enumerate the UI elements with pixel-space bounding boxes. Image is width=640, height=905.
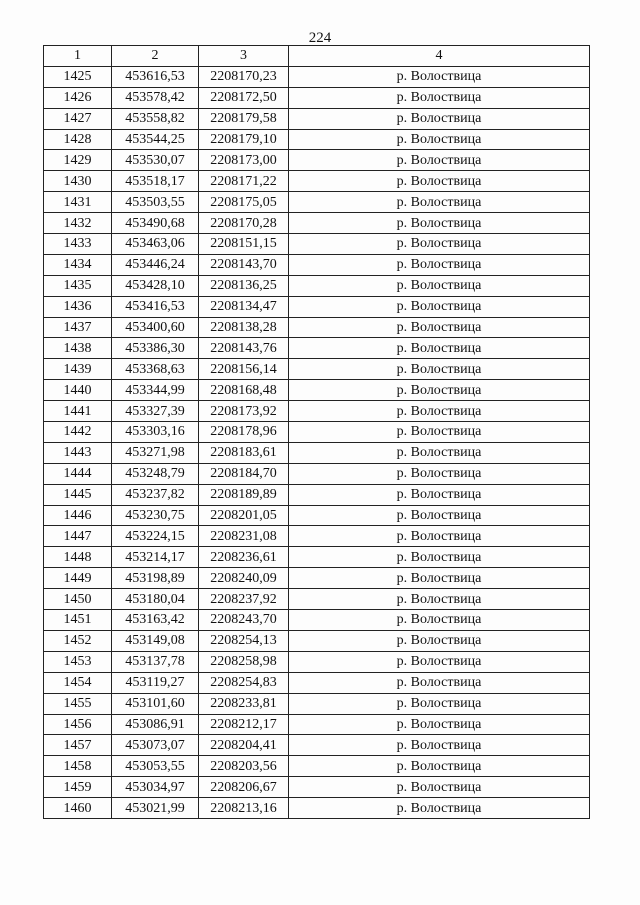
x-coordinate-cell: 453578,42 xyxy=(112,87,199,108)
y-coordinate-cell: 2208173,00 xyxy=(199,150,289,171)
point-number-cell: 1449 xyxy=(44,568,112,589)
table-row xyxy=(44,568,590,589)
y-coordinate-cell: 2208168,48 xyxy=(199,380,289,401)
point-number-cell: 1457 xyxy=(44,735,112,756)
x-coordinate-cell: 453503,55 xyxy=(112,192,199,213)
point-number-cell: 1441 xyxy=(44,401,112,422)
y-coordinate-cell: 2208189,89 xyxy=(199,484,289,505)
x-coordinate-cell: 453237,82 xyxy=(112,484,199,505)
description-cell: р. Волоствица xyxy=(289,714,590,735)
description-cell: р. Волоствица xyxy=(289,192,590,213)
y-coordinate-cell: 2208204,41 xyxy=(199,735,289,756)
point-number-cell: 1425 xyxy=(44,66,112,87)
table-row xyxy=(44,672,590,693)
point-number-cell: 1426 xyxy=(44,87,112,108)
y-coordinate-cell: 2208237,92 xyxy=(199,589,289,610)
point-number-cell: 1433 xyxy=(44,234,112,255)
table-row xyxy=(44,651,590,672)
description-cell: р. Волоствица xyxy=(289,651,590,672)
description-cell: р. Волоствица xyxy=(289,422,590,443)
x-coordinate-cell: 453180,04 xyxy=(112,589,199,610)
point-number-cell: 1444 xyxy=(44,463,112,484)
x-coordinate-cell: 453558,82 xyxy=(112,108,199,129)
point-number-cell: 1455 xyxy=(44,693,112,714)
description-cell: р. Волоствица xyxy=(289,630,590,651)
table-row xyxy=(44,798,590,819)
x-coordinate-cell: 453119,27 xyxy=(112,672,199,693)
y-coordinate-cell: 2208172,50 xyxy=(199,87,289,108)
table-row xyxy=(44,422,590,443)
table-row xyxy=(44,735,590,756)
x-coordinate-cell: 453086,91 xyxy=(112,714,199,735)
x-coordinate-cell: 453446,24 xyxy=(112,254,199,275)
description-cell: р. Волоствица xyxy=(289,484,590,505)
table-row xyxy=(44,338,590,359)
x-coordinate-cell: 453344,99 xyxy=(112,380,199,401)
x-coordinate-cell: 453149,08 xyxy=(112,630,199,651)
description-cell: р. Волоствица xyxy=(289,87,590,108)
column-header-1: 1 xyxy=(44,46,112,67)
description-cell: р. Волоствица xyxy=(289,568,590,589)
table-body xyxy=(44,66,590,818)
point-number-cell: 1446 xyxy=(44,505,112,526)
table-row xyxy=(44,275,590,296)
point-number-cell: 1445 xyxy=(44,484,112,505)
point-number-cell: 1456 xyxy=(44,714,112,735)
description-cell: р. Волоствица xyxy=(289,275,590,296)
table-row xyxy=(44,610,590,631)
description-cell: р. Волоствица xyxy=(289,213,590,234)
description-cell: р. Волоствица xyxy=(289,693,590,714)
point-number-cell: 1436 xyxy=(44,296,112,317)
x-coordinate-cell: 453303,16 xyxy=(112,422,199,443)
point-number-cell: 1453 xyxy=(44,651,112,672)
point-number-cell: 1438 xyxy=(44,338,112,359)
table-row xyxy=(44,714,590,735)
description-cell: р. Волоствица xyxy=(289,589,590,610)
table-row xyxy=(44,401,590,422)
x-coordinate-cell: 453368,63 xyxy=(112,359,199,380)
y-coordinate-cell: 2208183,61 xyxy=(199,442,289,463)
y-coordinate-cell: 2208179,10 xyxy=(199,129,289,150)
point-number-cell: 1443 xyxy=(44,442,112,463)
y-coordinate-cell: 2208138,28 xyxy=(199,317,289,338)
y-coordinate-cell: 2208134,47 xyxy=(199,296,289,317)
x-coordinate-cell: 453230,75 xyxy=(112,505,199,526)
table-row xyxy=(44,380,590,401)
table-row xyxy=(44,359,590,380)
y-coordinate-cell: 2208171,22 xyxy=(199,171,289,192)
description-cell: р. Волоствица xyxy=(289,66,590,87)
table-row xyxy=(44,693,590,714)
y-coordinate-cell: 2208254,83 xyxy=(199,672,289,693)
point-number-cell: 1435 xyxy=(44,275,112,296)
y-coordinate-cell: 2208240,09 xyxy=(199,568,289,589)
column-header-2: 2 xyxy=(112,46,199,67)
description-cell: р. Волоствица xyxy=(289,463,590,484)
table-header-row xyxy=(44,46,590,67)
table-row xyxy=(44,234,590,255)
x-coordinate-cell: 453544,25 xyxy=(112,129,199,150)
description-cell: р. Волоствица xyxy=(289,317,590,338)
point-number-cell: 1452 xyxy=(44,630,112,651)
description-cell: р. Волоствица xyxy=(289,735,590,756)
description-cell: р. Волоствица xyxy=(289,798,590,819)
y-coordinate-cell: 2208233,81 xyxy=(199,693,289,714)
description-cell: р. Волоствица xyxy=(289,234,590,255)
point-number-cell: 1430 xyxy=(44,171,112,192)
x-coordinate-cell: 453163,42 xyxy=(112,610,199,631)
point-number-cell: 1450 xyxy=(44,589,112,610)
point-number-cell: 1440 xyxy=(44,380,112,401)
table-row xyxy=(44,254,590,275)
table-row xyxy=(44,463,590,484)
point-number-cell: 1459 xyxy=(44,777,112,798)
x-coordinate-cell: 453490,68 xyxy=(112,213,199,234)
point-number-cell: 1454 xyxy=(44,672,112,693)
x-coordinate-cell: 453327,39 xyxy=(112,401,199,422)
description-cell: р. Волоствица xyxy=(289,380,590,401)
table-row xyxy=(44,484,590,505)
table-row xyxy=(44,505,590,526)
x-coordinate-cell: 453214,17 xyxy=(112,547,199,568)
description-cell: р. Волоствица xyxy=(289,756,590,777)
x-coordinate-cell: 453386,30 xyxy=(112,338,199,359)
x-coordinate-cell: 453198,89 xyxy=(112,568,199,589)
point-number-cell: 1442 xyxy=(44,422,112,443)
x-coordinate-cell: 453034,97 xyxy=(112,777,199,798)
table-row xyxy=(44,296,590,317)
y-coordinate-cell: 2208136,25 xyxy=(199,275,289,296)
point-number-cell: 1447 xyxy=(44,526,112,547)
x-coordinate-cell: 453224,15 xyxy=(112,526,199,547)
description-cell: р. Волоствица xyxy=(289,526,590,547)
point-number-cell: 1431 xyxy=(44,192,112,213)
table-row xyxy=(44,526,590,547)
x-coordinate-cell: 453518,17 xyxy=(112,171,199,192)
x-coordinate-cell: 453416,53 xyxy=(112,296,199,317)
y-coordinate-cell: 2208258,98 xyxy=(199,651,289,672)
table-row xyxy=(44,547,590,568)
point-number-cell: 1448 xyxy=(44,547,112,568)
x-coordinate-cell: 453248,79 xyxy=(112,463,199,484)
point-number-cell: 1437 xyxy=(44,317,112,338)
table-row xyxy=(44,317,590,338)
y-coordinate-cell: 2208156,14 xyxy=(199,359,289,380)
y-coordinate-cell: 2208203,56 xyxy=(199,756,289,777)
point-number-cell: 1439 xyxy=(44,359,112,380)
table-row xyxy=(44,66,590,87)
description-cell: р. Волоствица xyxy=(289,672,590,693)
column-header-3: 3 xyxy=(199,46,289,67)
description-cell: р. Волоствица xyxy=(289,401,590,422)
y-coordinate-cell: 2208206,67 xyxy=(199,777,289,798)
x-coordinate-cell: 453101,60 xyxy=(112,693,199,714)
y-coordinate-cell: 2208143,70 xyxy=(199,254,289,275)
x-coordinate-cell: 453271,98 xyxy=(112,442,199,463)
y-coordinate-cell: 2208143,76 xyxy=(199,338,289,359)
table-row xyxy=(44,442,590,463)
y-coordinate-cell: 2208170,28 xyxy=(199,213,289,234)
column-header-4: 4 xyxy=(289,46,590,67)
x-coordinate-cell: 453428,10 xyxy=(112,275,199,296)
table-row xyxy=(44,171,590,192)
x-coordinate-cell: 453137,78 xyxy=(112,651,199,672)
point-number-cell: 1432 xyxy=(44,213,112,234)
y-coordinate-cell: 2208201,05 xyxy=(199,505,289,526)
description-cell: р. Волоствица xyxy=(289,296,590,317)
coordinates-table xyxy=(43,45,590,819)
point-number-cell: 1427 xyxy=(44,108,112,129)
description-cell: р. Волоствица xyxy=(289,505,590,526)
table-row xyxy=(44,630,590,651)
description-cell: р. Волоствица xyxy=(289,129,590,150)
x-coordinate-cell: 453073,07 xyxy=(112,735,199,756)
description-cell: р. Волоствица xyxy=(289,108,590,129)
point-number-cell: 1429 xyxy=(44,150,112,171)
description-cell: р. Волоствица xyxy=(289,547,590,568)
description-cell: р. Волоствица xyxy=(289,338,590,359)
x-coordinate-cell: 453021,99 xyxy=(112,798,199,819)
description-cell: р. Волоствица xyxy=(289,254,590,275)
description-cell: р. Волоствица xyxy=(289,777,590,798)
x-coordinate-cell: 453616,53 xyxy=(112,66,199,87)
table-row xyxy=(44,756,590,777)
description-cell: р. Волоствица xyxy=(289,150,590,171)
y-coordinate-cell: 2208254,13 xyxy=(199,630,289,651)
description-cell: р. Волоствица xyxy=(289,610,590,631)
table-row xyxy=(44,108,590,129)
y-coordinate-cell: 2208236,61 xyxy=(199,547,289,568)
y-coordinate-cell: 2208179,58 xyxy=(199,108,289,129)
y-coordinate-cell: 2208243,70 xyxy=(199,610,289,631)
x-coordinate-cell: 453400,60 xyxy=(112,317,199,338)
table-row xyxy=(44,87,590,108)
table-row xyxy=(44,777,590,798)
table-row xyxy=(44,589,590,610)
y-coordinate-cell: 2208178,96 xyxy=(199,422,289,443)
point-number-cell: 1434 xyxy=(44,254,112,275)
table-row xyxy=(44,150,590,171)
page-number: 224 xyxy=(308,30,332,46)
x-coordinate-cell: 453530,07 xyxy=(112,150,199,171)
y-coordinate-cell: 2208212,17 xyxy=(199,714,289,735)
point-number-cell: 1458 xyxy=(44,756,112,777)
table-row xyxy=(44,213,590,234)
y-coordinate-cell: 2208231,08 xyxy=(199,526,289,547)
x-coordinate-cell: 453053,55 xyxy=(112,756,199,777)
table-row xyxy=(44,129,590,150)
y-coordinate-cell: 2208151,15 xyxy=(199,234,289,255)
description-cell: р. Волоствица xyxy=(289,171,590,192)
y-coordinate-cell: 2208175,05 xyxy=(199,192,289,213)
point-number-cell: 1460 xyxy=(44,798,112,819)
point-number-cell: 1428 xyxy=(44,129,112,150)
description-cell: р. Волоствица xyxy=(289,442,590,463)
y-coordinate-cell: 2208173,92 xyxy=(199,401,289,422)
point-number-cell: 1451 xyxy=(44,610,112,631)
y-coordinate-cell: 2208184,70 xyxy=(199,463,289,484)
x-coordinate-cell: 453463,06 xyxy=(112,234,199,255)
y-coordinate-cell: 2208213,16 xyxy=(199,798,289,819)
y-coordinate-cell: 2208170,23 xyxy=(199,66,289,87)
table-row xyxy=(44,192,590,213)
description-cell: р. Волоствица xyxy=(289,359,590,380)
